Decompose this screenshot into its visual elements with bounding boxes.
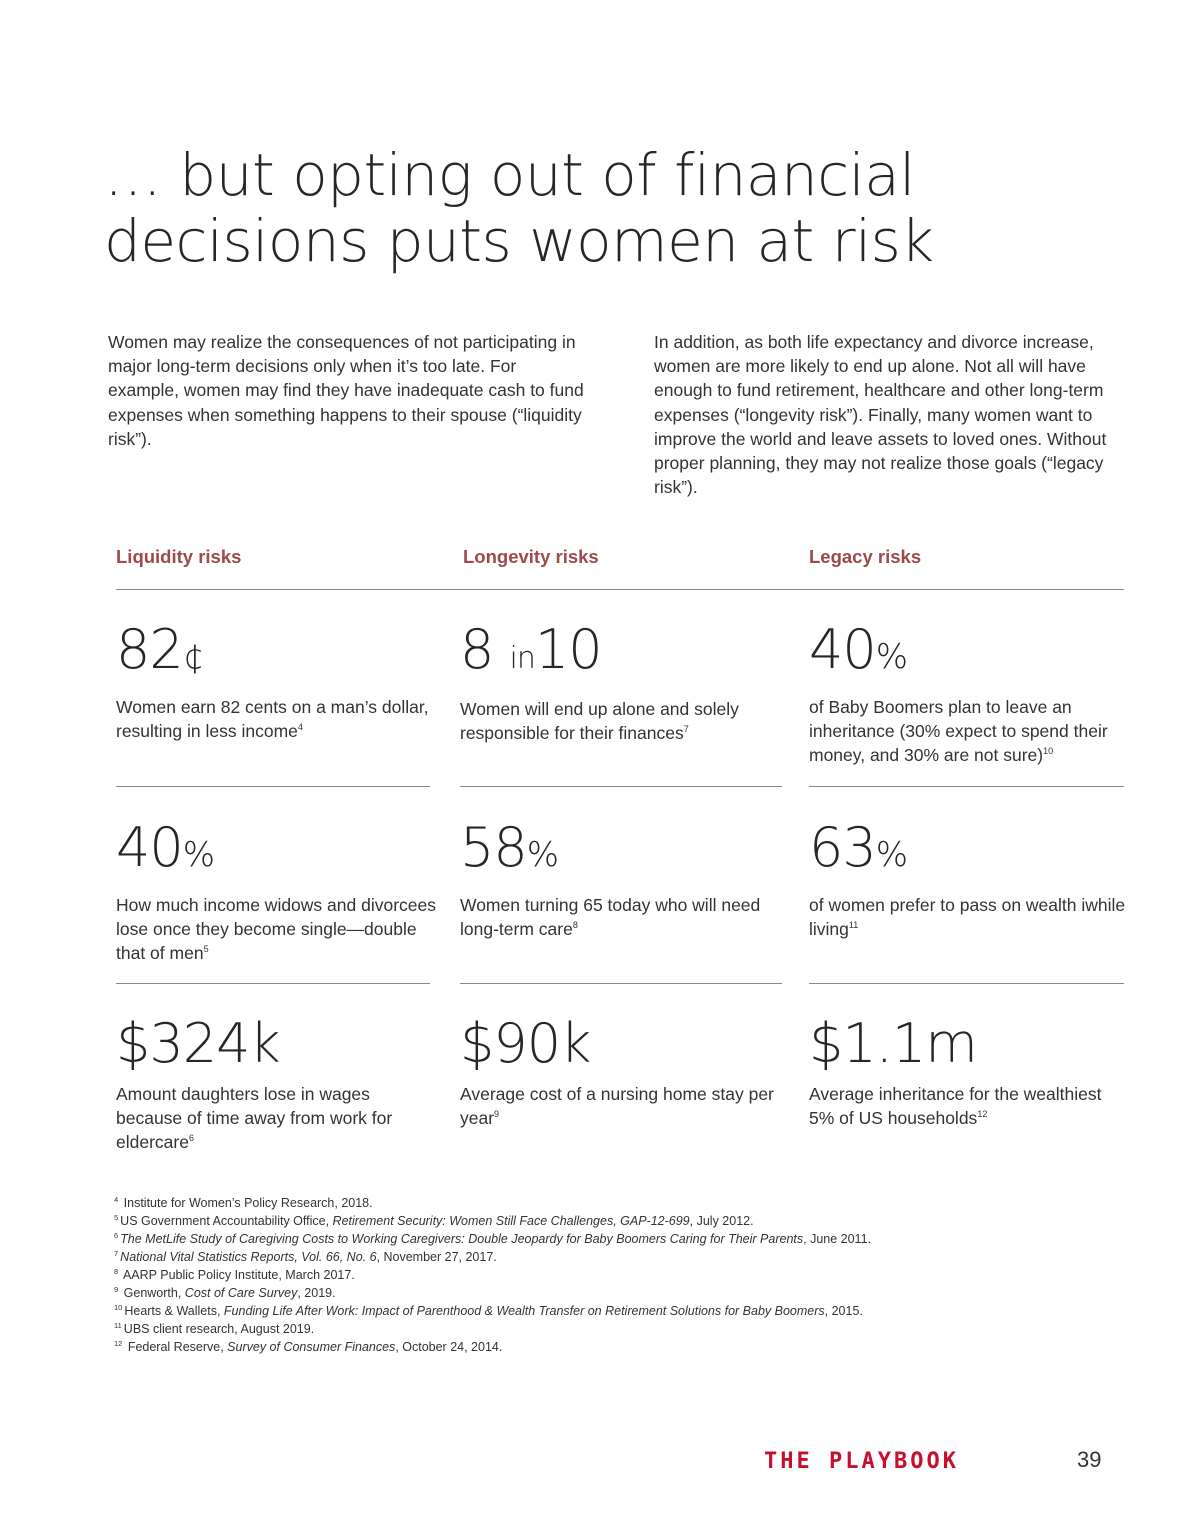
header-divider: [116, 589, 1124, 590]
footnote-ref: 6: [188, 1133, 194, 1144]
column-heading-longevity: Longevity risks: [463, 546, 599, 567]
footnote-ref: 12: [977, 1109, 988, 1120]
intro-right-paragraph: In addition, as both life expectancy and divorce increase, women are more likely to end up alone. Not all will have enough to fund retirement, healthcare and other long-term expenses (“longevity risk”). Finally, many women want to improve the world and leave assets to loved ones. Without proper planning, they may not realize those goals (“legacy risk”).: [654, 332, 1107, 498]
row-divider: [809, 983, 1124, 984]
stat-figure: $1.1m: [809, 1012, 977, 1075]
stat-figure: 40%: [116, 816, 215, 879]
footnote-ref: 8: [572, 920, 578, 931]
stat-card-legacy-3: [809, 1014, 1129, 1130]
row-divider: [116, 983, 430, 984]
footnote-4: $^4$ Institute for Women’s Policy Research, 2018.: [114, 1194, 373, 1210]
stat-figure: 8 in10: [460, 618, 602, 681]
footnote-8: $^8$ AARP Public Policy Institute, March 2017.: [114, 1266, 355, 1282]
footnote-ref: 9: [494, 1109, 500, 1120]
stat-description: of Baby Boomers plan to leave an inheritance (30% expect to spend their money, and 30% are not sure)$^{10}$: [809, 697, 1108, 766]
page-number: 39: [1077, 1447, 1102, 1472]
title-line-2: decisions puts women at risk: [104, 207, 934, 275]
footnotes: [114, 1194, 1114, 1356]
stat-description: Average inheritance for the wealthiest 5% of US households$^{12}$: [809, 1084, 1102, 1129]
playbook-logo: THE PLAYBOOK: [764, 1449, 959, 1474]
footnote-11: $^{11}$ UBS client research, August 2019.: [114, 1320, 315, 1336]
column-heading-legacy: Legacy risks: [809, 546, 922, 567]
stat-figure: 82¢: [116, 618, 204, 681]
stat-figure: $90k: [460, 1012, 591, 1075]
footnote-ref: 4: [297, 722, 303, 733]
stat-card-liquidity-1: [116, 620, 436, 743]
stat-figure: $324k: [116, 1012, 280, 1075]
column-heading-liquidity: Liquidity risks: [116, 546, 242, 567]
stat-description: Amount daughters lose in wages because of time away from work for eldercare$^6$: [116, 1084, 393, 1153]
footnote-10: $^{10}$ Hearts & Wallets, Funding Life After Work: Impact of Parenthood & Wealth Transfer on Retirement Solutions for Baby Boomers, 2015.: [114, 1302, 863, 1318]
stat-description: How much income widows and divorcees lose once they become single—double that of men$^5$: [116, 895, 436, 964]
row-divider: [460, 786, 782, 787]
intro-left-paragraph: Women may realize the consequences of not participating in major long-term decisions only when it’s too late. For example, women may find they have inadequate cash to fund expenses when something happens to their spouse (“liquidity risk”).: [108, 332, 584, 449]
footnote-ref: 5: [203, 944, 209, 955]
row-divider: [809, 786, 1124, 787]
title-line-1: … but opting out of financial: [104, 141, 915, 209]
stat-description: Average cost of a nursing home stay per year$^9$: [460, 1084, 774, 1129]
stat-card-longevity-2: [460, 818, 780, 941]
row-divider: [116, 786, 430, 787]
stat-description: Women earn 82 cents on a man’s dollar, resulting in less income$^4$: [116, 697, 429, 742]
stat-figure: 58%: [460, 816, 559, 879]
stat-figure: 63%: [809, 816, 908, 879]
footnote-ref: 11: [848, 920, 859, 931]
footnote-7: $^7$ National Vital Statistics Reports, Vol. 66, No. 6, November 27, 2017.: [114, 1248, 497, 1264]
stat-description: Women turning 65 today who will need long-term care$^8$: [460, 895, 761, 940]
footnote-12: $^{12}$ Federal Reserve, Survey of Consumer Finances, October 24, 2014.: [114, 1338, 503, 1354]
footnote-9: $^9$ Genworth, Cost of Care Survey, 2019.: [114, 1284, 336, 1300]
stat-card-longevity-1: [460, 620, 780, 745]
stat-figure: 40%: [809, 618, 908, 681]
stat-description: Women will end up alone and solely responsible for their finances$^7$: [460, 699, 739, 744]
footnote-5: $^5$ US Government Accountability Office, Retirement Security: Women Still Face Challenges, GAP-12-699, July 2012.: [114, 1212, 754, 1228]
stat-card-longevity-3: [460, 1014, 780, 1130]
stat-card-legacy-2: [809, 818, 1129, 941]
footnote-ref: 7: [683, 724, 689, 735]
stat-card-legacy-1: [809, 620, 1129, 768]
footnote-ref: 10: [1043, 746, 1054, 757]
stat-card-liquidity-2: [116, 818, 436, 966]
row-divider: [460, 983, 782, 984]
stat-description: of women prefer to pass on wealth iwhile living$^{11}$: [809, 895, 1126, 940]
footnote-6: $^6$ The MetLife Study of Caregiving Costs to Working Caregivers: Double Jeopardy for Baby Boomers Caring for Their Parents, June 2011.: [114, 1230, 872, 1246]
stat-card-liquidity-3: [116, 1014, 436, 1155]
page-title: [104, 142, 1104, 274]
